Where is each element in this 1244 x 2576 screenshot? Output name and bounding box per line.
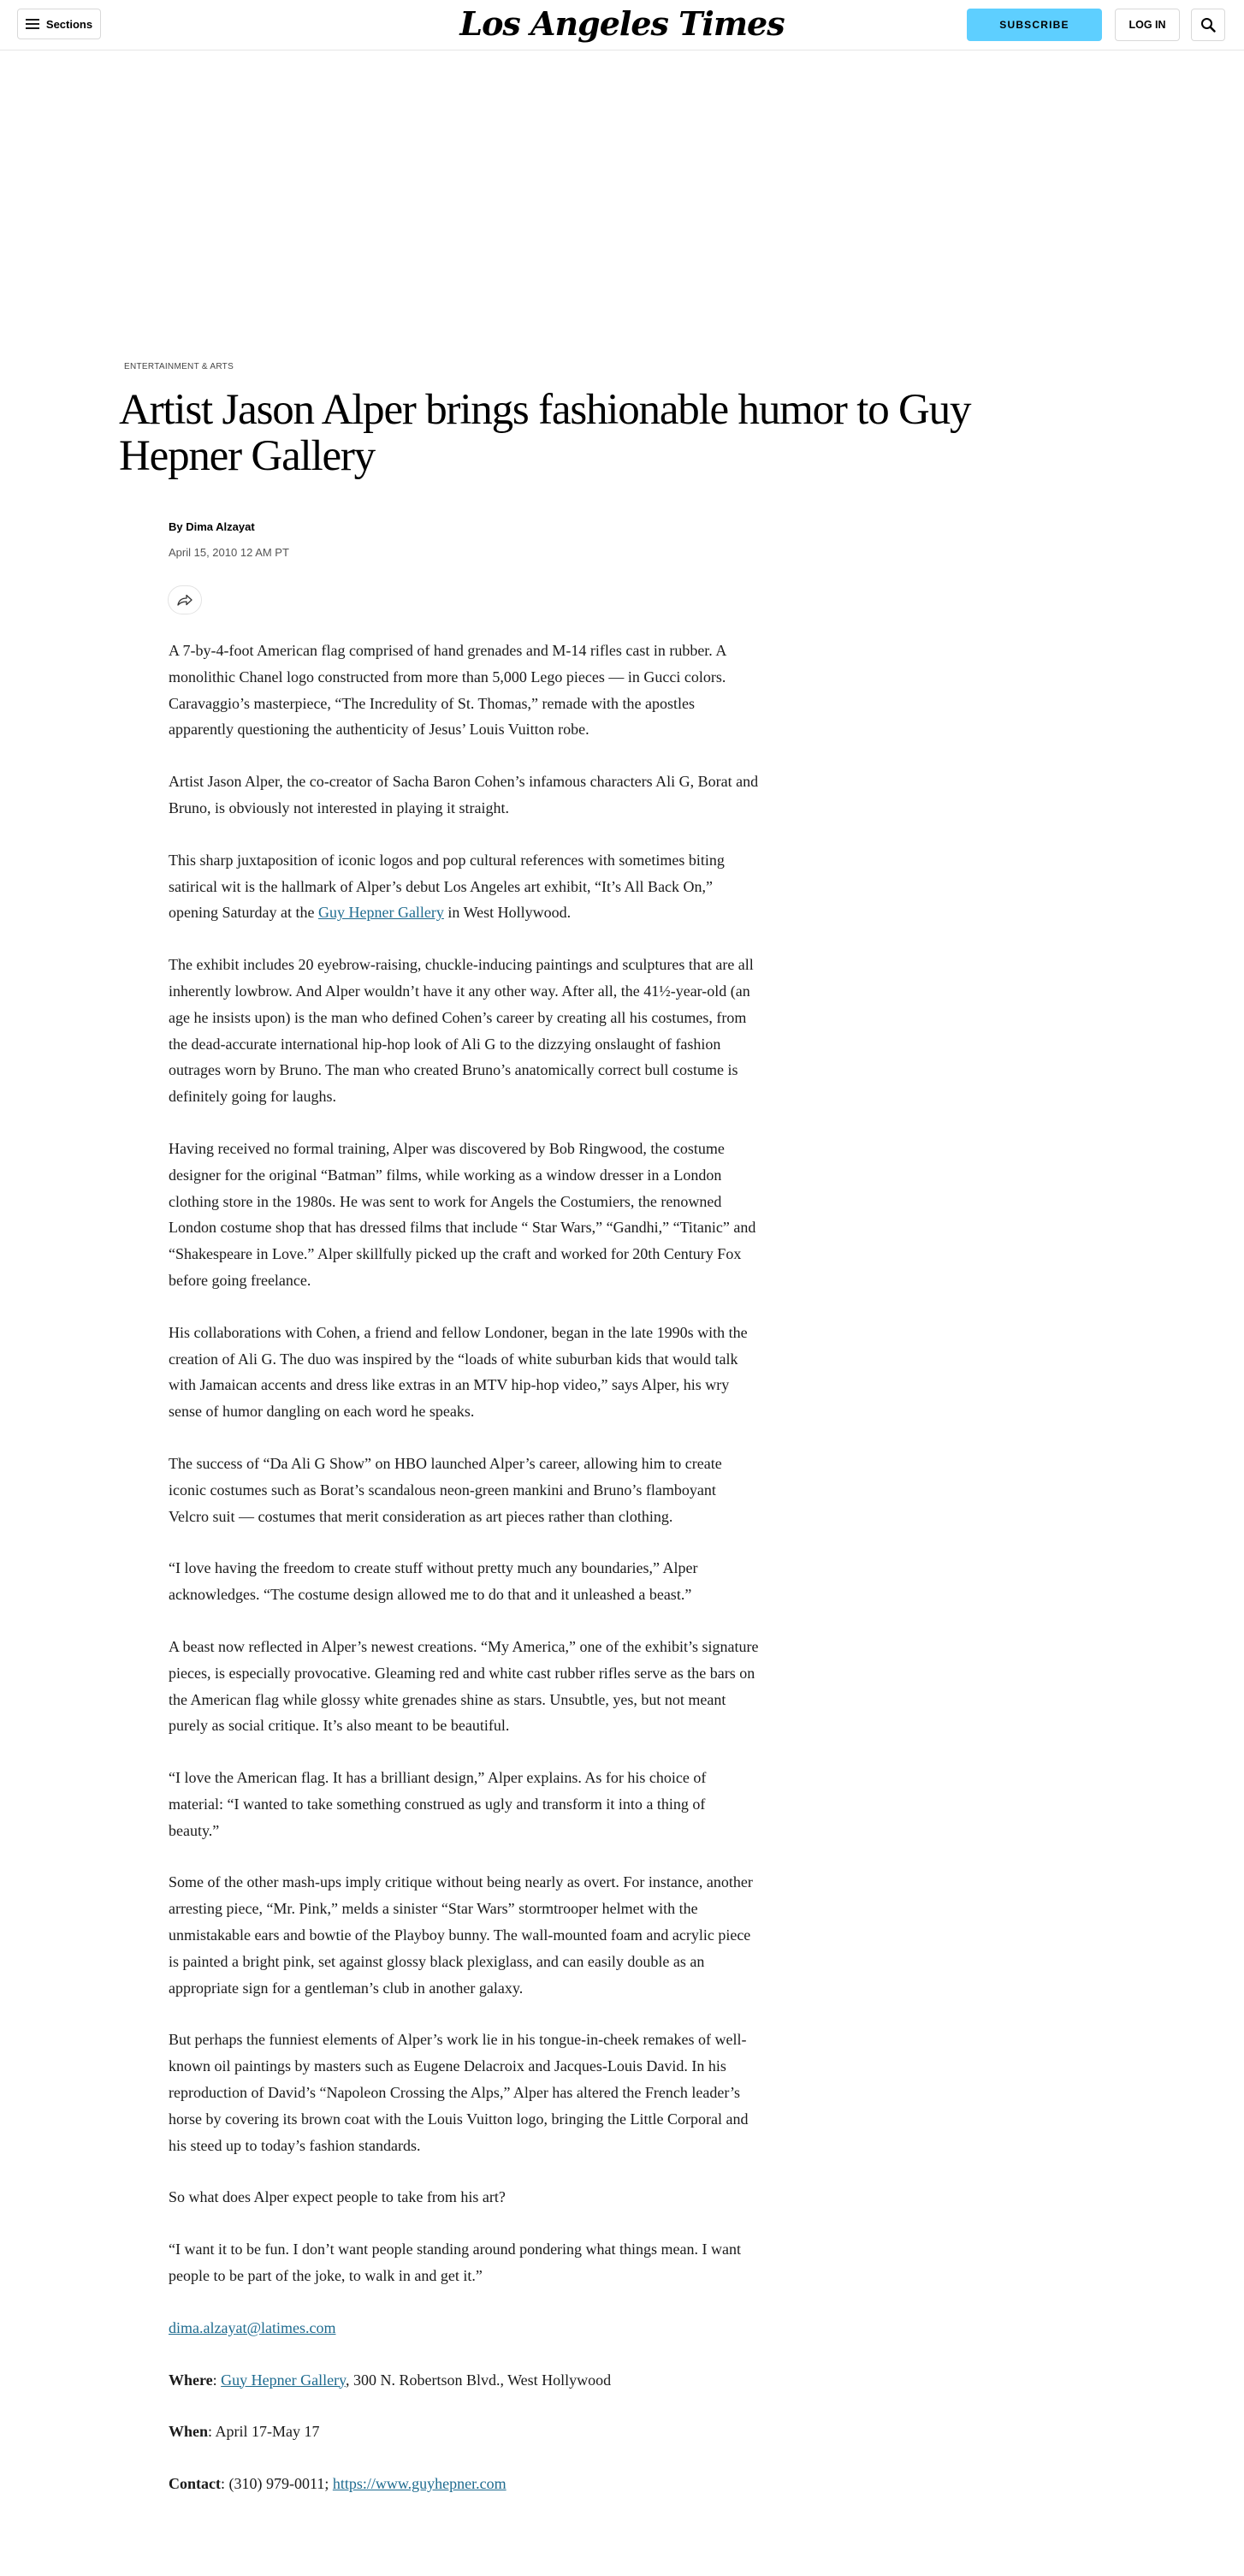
paragraph: A beast now reflected in Alper’s newest creations. “My America,” one of the exhibit’s signature pieces, is especially provocative. Gleaming red and white cast rubber rifles serve as the bars on the American flag while glossy white grenades shine as stars. Unsubtle, yes, but not meant purely as social critique. It’s also meant to be beautiful. [169, 1637, 759, 1735]
paragraph: Having received no formal training, Alper was discovered by Bob Ringwood, the costume designer for the original “Batman” films, while working as a window dresser in a London clothing store in the 1980s. He was sent to work for Angels the Costumiers, the renowned London costume shop that has dressed films that include “ Star Wars,” “Gandhi,” “Titanic” and “Shakespeare in Love.” Alper skillfully picked up the craft and worked for 20th Century Fox before going freelance. [169, 1139, 756, 1289]
author-email-link[interactable]: dima.alzayat@latimes.com [169, 2318, 336, 2336]
paragraph: The success of “Da Ali G Show” on HBO launched Alper’s career, allowing him to create iconic costumes such as Borat’s scandalous neon-green mankini and Bruno’s flamboyant Velcro suit — costumes that merit consideration as art pieces rather than clothing. [169, 1454, 722, 1525]
share-button[interactable] [168, 585, 202, 614]
info-contact [169, 2471, 759, 2497]
paragraph: “I love having the freedom to create stuff without pretty much any boundaries,” Alper acknowledges. “The costume design allowed me to do that and it unleashed a beast.” [169, 1559, 698, 1604]
paragraph-text: This sharp juxtaposition of iconic logos and pop cultural references with sometimes biting satirical wit is the hallmark of Alper’s debut Los Angeles art exhibit, “It’s All Back On,” opening Saturday at the [169, 851, 725, 922]
paragraph [169, 2315, 759, 2342]
paragraph [169, 847, 759, 926]
paragraph: A 7-by-4-foot American flag comprised of hand grenades and M-14 rifles cast in rubber. A monolithic Chanel logo constructed from more than 5,000 Lego pieces — in Gucci colors. Caravaggio’s masterpiece, “The Incredulity of St. Thomas,” remade with the apostles apparently questioning the authenticity of Jesus’ Louis Vuitton robe. [169, 642, 726, 739]
search-button[interactable] [1191, 9, 1225, 41]
publish-date: April 15, 2010 12 AM PT [169, 546, 289, 559]
paragraph: So what does Alper expect people to take from his art? [169, 2188, 506, 2206]
info-where: Where: Guy Hepner Gallery, 300 N. Robertson Blvd., West Hollywood [169, 2371, 612, 2389]
gallery-link[interactable]: Guy Hepner Gallery [317, 904, 444, 922]
login-button[interactable]: LOG IN [1115, 9, 1180, 41]
where-gallery-link[interactable]: Guy Hepner Gallery [221, 2371, 346, 2389]
hamburger-icon [26, 19, 39, 29]
paragraph: The exhibit includes 20 eyebrow-raising, chuckle-inducing paintings and sculptures that are all inherently lowbrow. And Alper wouldn’t have it any other way. After all, the 41½-year-old (an age he insists upon) is the man who defined Cohen’s career by creating all his costumes, from the dead-accurate international hip-hop look of Ali G to the dizzying onslaught of fashion outrages worn by Bruno. The man who created Bruno’s anatomically correct bull costume is definitely going for laughs. [169, 956, 754, 1106]
paragraph: “I love the American flag. It has a brilliant design,” Alper explains. As for his choice of material: “I wanted to take something construed as ugly and transform it into a thing of beauty.” [169, 1769, 707, 1839]
contact-url-link[interactable]: https://www.guyhepner.com [332, 2475, 506, 2493]
when-label: When [169, 2423, 209, 2441]
paragraph: “I want it to be fun. I don’t want people standing around pondering what things mean. I want people to be part of the joke, to walk in and get it.” [169, 2241, 742, 2285]
contact-label: Contact [169, 2475, 221, 2493]
search-icon [1200, 17, 1216, 33]
contact-phone: : (310) 979-0011; [221, 2475, 333, 2493]
where-address: , 300 N. Robertson Blvd., West Hollywood [345, 2371, 612, 2389]
info-when [169, 2419, 759, 2445]
sections-label: Sections [45, 17, 93, 31]
article-headline: Artist Jason Alper brings fashionable humor to Guy Hepner Gallery [119, 386, 971, 480]
article-body [169, 638, 759, 2523]
paragraph: His collaborations with Cohen, a friend and fellow Londoner, began in the late 1990s with the creation of Ali G. The duo was inspired by the “loads of white suburban kids that would talk with Jamaican accents and dress like extras in an MTV hip-hop video,” says Alper, his wry sense of humor dangling on each word he speaks. [169, 1323, 748, 1421]
paragraph-text: in West Hollywood. [443, 904, 572, 922]
site-logo[interactable]: Los Angeles Times [459, 4, 785, 43]
when-value: : April 17-May 17 [208, 2423, 320, 2441]
sections-menu-button[interactable] [17, 9, 101, 39]
paragraph: But perhaps the funniest elements of Alper’s work lie in his tongue-in-cheek remakes of well-known oil paintings by masters such as Eugene Delacroix and Jacques-Louis David. In his reproduction of David’s “Napoleon Crossing the Alps,” Alper has altered the French leader’s horse by covering its brown coat with the Louis Vuitton logo, bringing the Little Corporal and his steed up to today’s fashion standards. [169, 2031, 749, 2154]
section-label[interactable]: ENTERTAINMENT & ARTS [124, 362, 234, 371]
byline [169, 520, 255, 533]
where-label: Where [169, 2371, 213, 2389]
paragraph: Artist Jason Alper, the co-creator of Sacha Baron Cohen’s infamous characters Ali G, Borat and Bruno, is obviously not interested in playing it straight. [169, 773, 759, 816]
paragraph: Some of the other mash-ups imply critique without being nearly as overt. For instance, another arresting piece, “Mr. Pink,” melds a sinister “Star Wars” stormtrooper helmet with the unmistakable ears and bowtie of the Playboy bunny. The wall-mounted foam and acrylic piece is painted a bright pink, set against glossy black plexiglass, and can easily double as an appropriate sign for a gentleman’s club in another galaxy. [169, 1873, 753, 1997]
author-name[interactable]: Dima Alzayat [186, 520, 255, 533]
byline-prefix: By [169, 520, 183, 533]
share-icon [177, 594, 193, 606]
site-header [0, 0, 1244, 50]
subscribe-button[interactable]: SUBSCRIBE [967, 9, 1102, 41]
